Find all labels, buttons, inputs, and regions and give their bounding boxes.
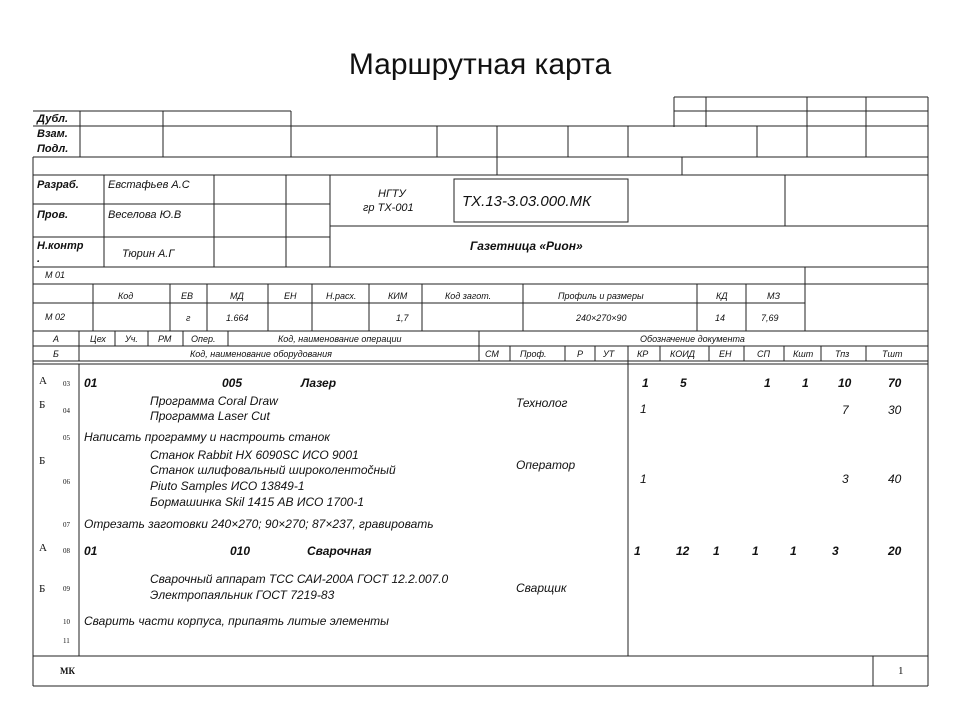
row-equip-line: Piuto Samples ИСО 13849-1	[150, 479, 305, 493]
row-text: Сварить части корпуса, припаять литые элементы	[84, 614, 390, 628]
row-en: 1	[713, 544, 720, 558]
row-number: 09	[63, 585, 70, 593]
row-number: 11	[63, 637, 70, 645]
row-op-num: 010	[230, 544, 251, 558]
header-a-uch: Уч.	[125, 334, 138, 344]
row-equip-line: Станок шлифовальный широколентočный	[150, 463, 396, 477]
header-a-doc: Обозначение документа	[640, 334, 745, 344]
header-b-ksht: Кшт	[793, 349, 814, 359]
row-text: Написать программу и настроить станок	[84, 430, 330, 444]
mat-header-ev: ЕВ	[181, 291, 194, 301]
row-tsht: 20	[888, 544, 902, 558]
doc-code: ТХ.13-3.03.000.МК	[462, 193, 591, 210]
razrab-label: Разраб.	[37, 179, 79, 191]
mat-kd: 14	[715, 313, 726, 323]
header-b-equip: Код, наименование оборудования	[190, 349, 332, 359]
nkontr-dot: .	[37, 253, 41, 265]
row-equip-line: Бормашинка Skil 1415 АВ ИСО 1700-1	[150, 495, 365, 509]
form-code: МК	[60, 666, 76, 676]
nkontr-name: Тюрин А.Г	[122, 248, 175, 260]
mat-mz: 7,69	[761, 313, 779, 323]
row-op-name: Лазер	[301, 376, 337, 390]
mat-header-kod-zagot: Код загот.	[445, 291, 492, 301]
mat-profile: 240×270×90	[576, 313, 627, 323]
row-number: 06	[63, 478, 70, 486]
header-a-label: А	[53, 334, 60, 344]
header-b-en: ЕН	[719, 349, 732, 359]
row-koid: 5	[680, 376, 687, 390]
mat-header-mz: МЗ	[767, 291, 781, 301]
group-name: гр ТХ-001	[363, 202, 414, 214]
row-equip-line: Электропаяльник ГОСТ 7219-83	[150, 588, 335, 602]
row-text: Отрезать заготовки 240×270; 90×270; 87×237, гравировать	[84, 517, 434, 531]
mat-md: 1.664	[226, 313, 249, 323]
row-equip-line: Станок Rabbit HX 6090SC ИСО 9001	[150, 448, 359, 462]
row-prof: Технолог	[516, 396, 568, 410]
mat-header-kod: Код	[118, 291, 134, 301]
row-number: 04	[63, 407, 70, 415]
mat-header-kd: КД	[716, 291, 728, 301]
mat-header-kim: КИМ	[388, 291, 408, 301]
row-number: 08	[63, 547, 70, 555]
row-equip-line: Программа Laser Cut	[150, 409, 270, 423]
row-tsht: 70	[888, 376, 902, 390]
row-prof: Оператор	[516, 458, 576, 472]
header-a-oper: Опер.	[191, 334, 216, 344]
m01-label: М 01	[45, 270, 66, 280]
mat-ev: г	[186, 313, 191, 323]
dubl-label: Дубл.	[37, 113, 69, 125]
header-a-kod-oper: Код, наименование операции	[278, 334, 402, 344]
row-tpz: 3	[842, 472, 849, 486]
prov-label: Пров.	[37, 209, 69, 221]
mat-header-nrash: Н.расх.	[326, 291, 357, 301]
header-a-rm: РМ	[158, 334, 172, 344]
header-b-tpz: Тпз	[835, 349, 850, 359]
mat-kim: 1,7	[396, 313, 409, 323]
row-ksht: 1	[790, 544, 797, 558]
mat-header-profile: Профиль и размеры	[558, 291, 644, 301]
org-name: НГТУ	[378, 188, 406, 200]
mat-header-md: МД	[230, 291, 244, 301]
page-title: Маршрутная карта	[348, 48, 612, 81]
row-kr: 1	[642, 376, 649, 390]
mat-header-en: ЕН	[284, 291, 297, 301]
vzam-label: Взам.	[37, 128, 68, 140]
prov-name: Веселова Ю.В	[108, 209, 182, 221]
row-sp: 1	[752, 544, 759, 558]
row-letter: Б	[39, 583, 46, 595]
row-letter: Б	[39, 399, 46, 411]
header-b-r: Р	[577, 349, 584, 359]
header-b-sm: СМ	[485, 349, 499, 359]
row-prof: Сварщик	[516, 581, 567, 595]
row-koid: 12	[676, 544, 690, 558]
page-number: 1	[898, 665, 904, 677]
row-number: 03	[63, 380, 70, 388]
part-name: Газетница «Рион»	[470, 239, 583, 253]
row-sp: 1	[764, 376, 771, 390]
razrab-name: Евстафьев А.С	[108, 179, 190, 191]
header-b-sp: СП	[757, 349, 771, 359]
row-kr: 1	[640, 402, 647, 416]
row-letter: А	[39, 542, 47, 554]
row-ut: 1	[634, 544, 641, 558]
header-b-label: Б	[53, 349, 59, 359]
header-a-ceh: Цех	[90, 334, 106, 344]
m02-label: М 02	[45, 312, 66, 322]
row-tpz: 3	[832, 544, 839, 558]
nkontr-label: Н.контр	[37, 240, 84, 252]
row-op-name: Сварочная	[307, 544, 372, 558]
row-letter: А	[39, 375, 47, 387]
header-b-ut: УТ	[603, 349, 615, 359]
row-number: 10	[63, 618, 70, 626]
row-number: 05	[63, 434, 70, 442]
header-b-kr: КР	[637, 349, 649, 359]
row-number: 07	[63, 521, 70, 529]
row-op-code: 01	[84, 544, 98, 558]
row-tsht: 40	[888, 472, 902, 486]
row-tpz: 7	[842, 403, 849, 417]
header-b-prof: Проф.	[520, 349, 547, 359]
row-op-code: 01	[84, 376, 98, 390]
row-op-num: 005	[222, 376, 243, 390]
row-kr: 1	[640, 472, 647, 486]
podl-label: Подл.	[37, 143, 69, 155]
row-tpz: 10	[838, 376, 852, 390]
row-equip-line: Сварочный аппарат ТСС САИ-200А ГОСТ 12.2.007.0	[150, 572, 449, 586]
header-b-tsht: Тшт	[882, 349, 903, 359]
row-ksht: 1	[802, 376, 809, 390]
row-tsht: 30	[888, 403, 902, 417]
row-letter: Б	[39, 455, 46, 467]
header-b-koid: КОИД	[670, 349, 695, 359]
row-equip-line: Программа Coral Draw	[150, 394, 278, 408]
